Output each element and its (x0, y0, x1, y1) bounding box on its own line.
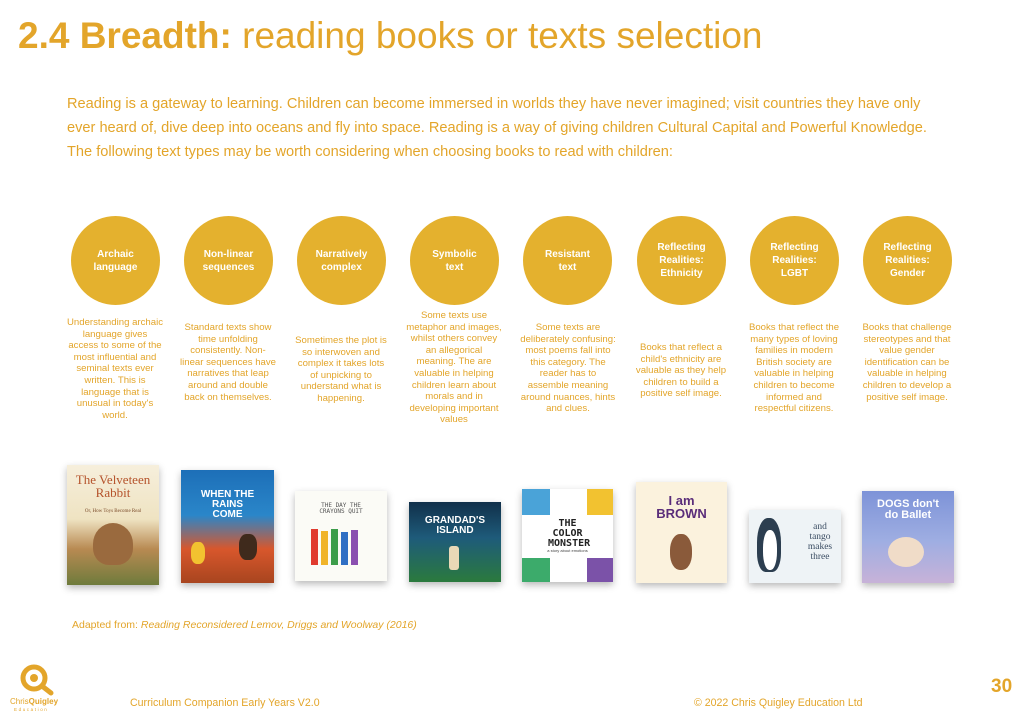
crayon-red (311, 529, 318, 565)
book-cover-grandads-island (409, 502, 501, 582)
child-illustration (670, 534, 692, 570)
credit-prefix: Adapted from: (72, 619, 141, 631)
logo-name (10, 697, 58, 706)
monster-green (522, 558, 550, 582)
book-cover-velveteen-rabbit (67, 465, 159, 585)
category-description-ethnicity: Books that reflect a child's ethnicity are valuable as they help children to build a positive self image. (635, 342, 727, 400)
crayon-green (331, 529, 338, 565)
book-cover-day-the-crayons-quit (295, 491, 387, 581)
category-circle-symbolic: Symbolic text (410, 216, 499, 305)
publisher-logo (10, 662, 70, 716)
credit-reference: Reading Reconsidered Lemov, Driggs and Woolway (2016) (140, 619, 417, 631)
source-credit (72, 618, 417, 632)
dog-illustration (888, 537, 924, 567)
title-text: reading books or texts selection (242, 15, 763, 56)
book-cover-when-the-rains-come (181, 470, 274, 583)
category-circle-archaic: Archaic language (71, 216, 160, 305)
book-cover-i-am-brown (636, 482, 727, 583)
category-description-non-linear: Standard texts show time unfolding consistently. Non-linear sequences have narratives that leap around and double back on themselves. (180, 322, 277, 403)
category-circle-gender: Reflecting Realities: Gender (863, 216, 952, 305)
page-number: 30 (991, 676, 1013, 697)
monster-yellow (587, 489, 613, 515)
book-cover-color-monster (522, 489, 613, 582)
figure-illustration (191, 542, 205, 564)
intro-paragraph: Reading is a gateway to learning. Children can become immersed in worlds they have never imagined; visit countries they have only ever heard of, dive deep into oceans and fly into space. Reading is a way of giving children Cultural Capital and Powerful Knowledge. The following text types may be worth considering when choosing books to read with children: (67, 96, 927, 160)
logo-mark-icon (18, 662, 58, 698)
penguin-belly (763, 530, 777, 570)
category-circle-narratively-complex: Narratively complex (297, 216, 386, 305)
book-subtitle: Or, How Toys Become Real (84, 509, 142, 514)
book-title: THE COLOR MONSTER (548, 518, 591, 549)
book-title: WHEN THE RAINS COME (200, 489, 255, 520)
book-subtitle: a story about emotions (547, 548, 588, 553)
category-circle-resistant: Resistant text (523, 216, 612, 305)
logo-name-first: Chris (10, 697, 29, 706)
page-title (18, 10, 762, 62)
crayon-yellow (321, 531, 328, 565)
category-description-lgbt: Books that reflect the many types of loving families in modern British society are valuable in helping children to become informed and respectful citizens. (748, 322, 840, 415)
book-cover-and-tango-makes-three (749, 510, 841, 583)
rabbit-illustration (93, 523, 133, 565)
category-description-resistant: Some texts are deliberately confusing: most poems fall into this category. The reader has to assemble meaning around nuances, hints and clues. (520, 322, 616, 415)
book-title: and tango makes three (807, 522, 833, 562)
book-title: DOGS don't do Ballet (877, 498, 939, 521)
category-circle-lgbt: Reflecting Realities: LGBT (750, 216, 839, 305)
category-circle-non-linear: Non-linear sequences (184, 216, 273, 305)
book-cover-dogs-dont-do-ballet (862, 491, 954, 583)
category-description-gender: Books that challenge stereotypes and that value gender identification can be valuable in helping children to develop a positive self image. (862, 322, 952, 403)
crayon-blue (341, 532, 348, 565)
book-title: The Velveteen Rabbit (75, 472, 151, 500)
footer-copyright: © 2022 Chris Quigley Education Ltd (694, 697, 863, 709)
crayon-purple (351, 530, 358, 565)
book-title: GRANDAD'S ISLAND (424, 515, 486, 536)
category-description-archaic: Understanding archaic language gives access to some of the most influential and seminal texts ever written. This is language that is unusual in today's world. (67, 317, 163, 421)
figure-illustration (449, 546, 459, 570)
monster-blue (522, 489, 550, 515)
category-description-symbolic: Some texts use metaphor and images, whilst others convey an allegorical meaning. The are valuable in helping children learn about morals and in developing important values (406, 310, 502, 426)
category-circle-ethnicity: Reflecting Realities: Ethnicity (637, 216, 726, 305)
monster-purple (587, 558, 613, 582)
category-description-narratively-complex: Sometimes the plot is so interwoven and complex it takes lots of unpicking to understand what is happening. (295, 335, 387, 404)
book-title: I am BROWN (656, 493, 707, 521)
footer-document-title: Curriculum Companion Early Years V2.0 (130, 697, 320, 709)
logo-subtitle: Education (14, 707, 49, 712)
logo-name-last: Quigley (28, 697, 59, 706)
book-title: THE DAY THE CRAYONS QUIT (319, 502, 363, 515)
section-number: 2.4 Breadth: (18, 15, 232, 56)
figure-illustration (239, 534, 257, 560)
